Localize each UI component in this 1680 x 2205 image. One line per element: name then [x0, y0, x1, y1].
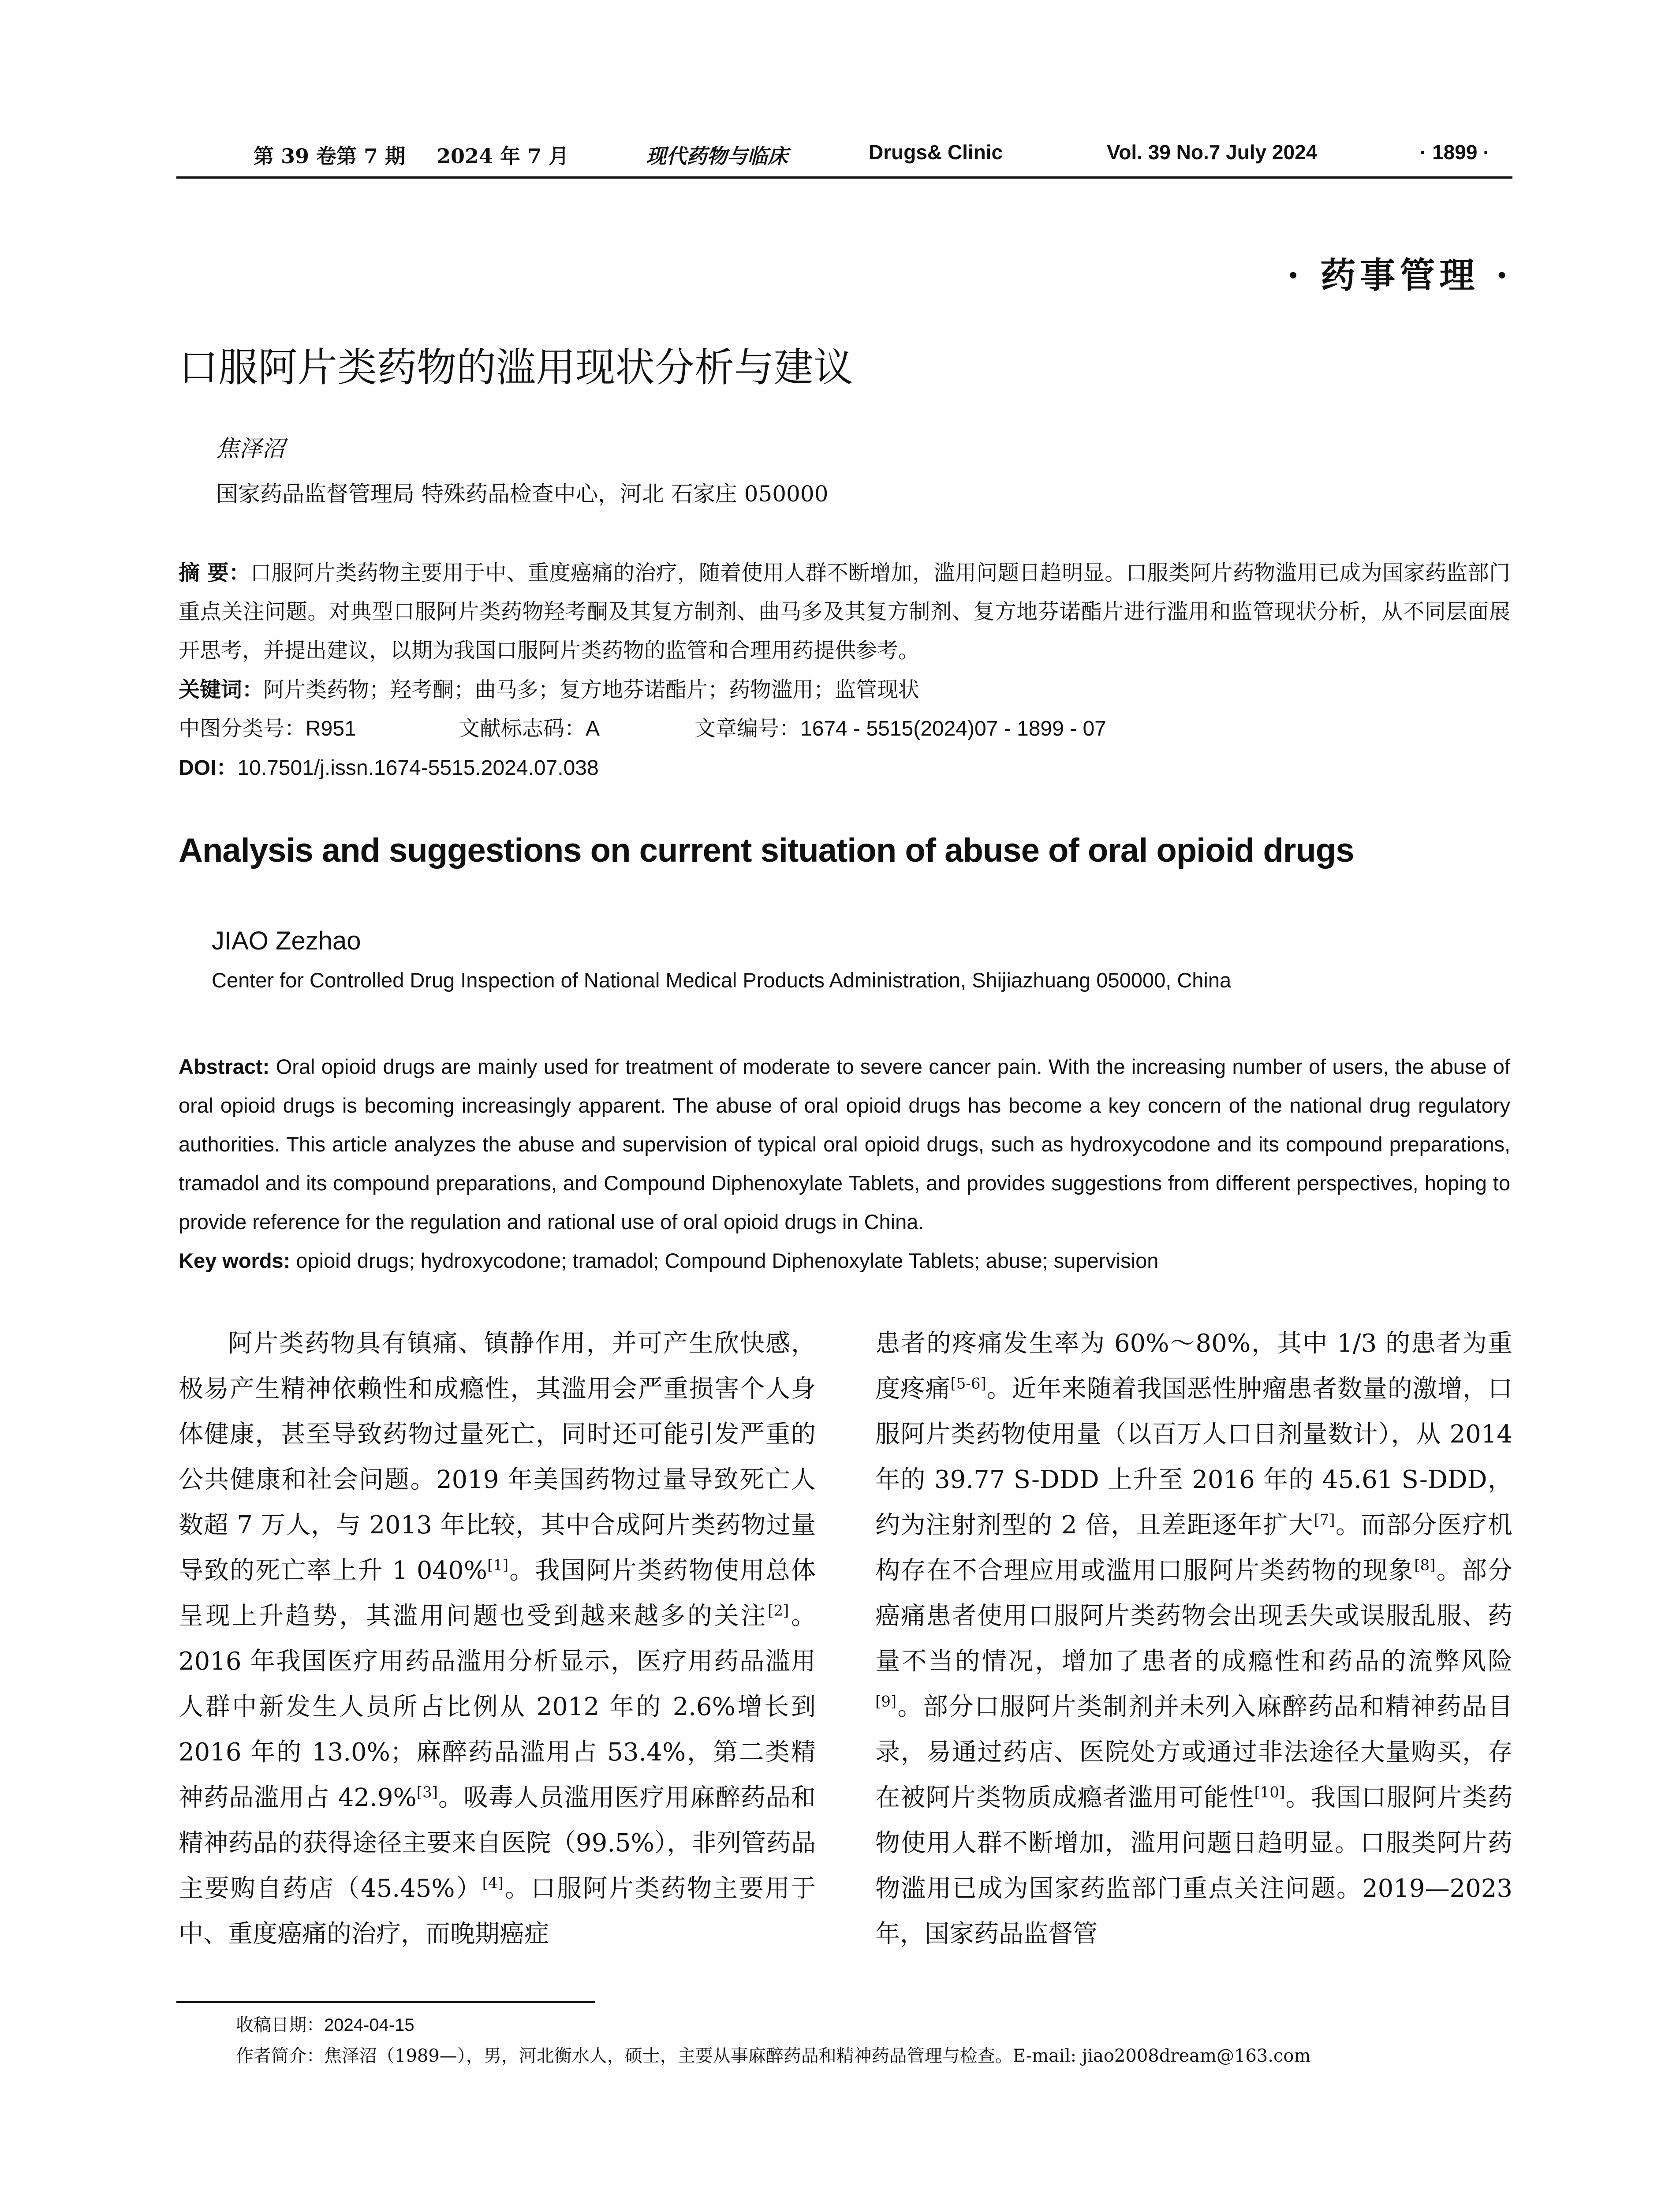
keywords-en-label: Key words: [179, 1249, 291, 1272]
article-number-value: 1674 - 5515(2024)07 - 1899 - 07 [800, 717, 1106, 740]
header-journal-en: Drugs& Clinic [869, 141, 1003, 164]
received-date: 2024-04-15 [324, 2015, 414, 2035]
author-info-text: 焦泽沼（1989—），男，河北衡水人，硕士，主要从事麻醉药品和精神药品管理与检查。E-mail: jiao2008dream@163.com [324, 2046, 1311, 2066]
body-text: 。而部分医疗机构存在不合理应用或滥用口服阿片类药物的现象 [875, 1511, 1513, 1585]
body-text: 。2016 年我国医疗用药品滥用分析显示，医疗用药品滥用人群中新发生人员所占比例从 2012 年的 2.6%增长到 2016 年的 13.0%；麻醉药品滥用占 53.4%，第二类精神药品滥用占 42.9% [179, 1602, 816, 1812]
abstract-en [179, 1047, 1510, 1241]
citation-ref: [8] [1414, 1556, 1436, 1574]
doc-code-label: 文献标志码： [459, 716, 586, 741]
doi-label: DOI： [179, 756, 238, 780]
classification-line [179, 709, 1510, 748]
title-en: Analysis and suggestions on current situation of abuse of oral opioid drugs [179, 832, 1354, 869]
abstract-zh [179, 553, 1510, 670]
header-page-number: · 1899 · [1420, 141, 1490, 164]
author-en: JIAO Zezhao [212, 927, 361, 955]
citation-ref: [10] [1254, 1783, 1285, 1801]
body-text: 。吸毒人员滥用医疗用麻醉药品和精神药品的获得途径主要来自医院（99.5%），非列管药品主要购自药店（45.45%） [179, 1783, 816, 1903]
header-volume-en: Vol. 39 No.7 July 2024 [1107, 141, 1318, 164]
keywords-zh-text: 阿片类药物；羟考酮；曲马多；复方地芬诺酯片；药物滥用；监管现状 [263, 677, 920, 702]
body-text: 。我国阿片类药物使用总体呈现上升趋势，其滥用问题也受到越来越多的关注 [179, 1556, 816, 1630]
header-journal-zh: 现代药物与临床 [646, 144, 788, 168]
citation-ref: [3] [416, 1783, 438, 1801]
header-rule [176, 176, 1512, 179]
citation-ref: [7] [1314, 1511, 1335, 1529]
affiliation-zh: 国家药品监督管理局 特殊药品检查中心，河北 石家庄 050000 [216, 481, 829, 507]
doc-code-value: A [586, 717, 600, 740]
citation-ref: [9] [875, 1693, 897, 1711]
body-text: 。部分口服阿片类制剂并未列入麻醉药品和精神药品目录，易通过药店、医院处方或通过非法途径大量购买，存在被阿片类物质成瘾者滥用可能性 [875, 1693, 1512, 1812]
citation-ref: [4] [482, 1874, 504, 1892]
citation-ref: [1] [487, 1556, 509, 1574]
body-text: 。我国口服阿片类药物使用人群不断增加，滥用问题日趋明显。口服类阿片药物滥用已成为国家药监部门重点关注问题。2019—2023 年，国家药品监督管 [875, 1783, 1513, 1948]
keywords-zh [179, 670, 1510, 709]
doi-line [179, 748, 1510, 788]
footnote-rule [176, 2001, 595, 2003]
header-date-zh: 2024 年 7 月 [437, 144, 569, 168]
body-text: 阿片类药物具有镇痛、镇静作用，并可产生欣快感，极易产生精神依赖性和成瘾性，其滥用会严重损害个人身体健康，甚至导致药物过量死亡，同时还可能引发严重的公共健康和社会问题。2019 年美国药物过量导致死亡人数超 7 万人，与 2013 年比较，其中合成阿片类药物过量导致的死亡率上升 1 040% [179, 1329, 816, 1585]
section-tag: · 药事管理 · [1287, 254, 1512, 296]
abstract-zh-text: 口服阿片类药物主要用于中、重度癌痛的治疗，随着使用人群不断增加，滥用问题日趋明显。口服类阿片药物滥用已成为国家药监部门重点关注问题。对典型口服阿片类药物羟考酮及其复方制剂、曲马多及其复方制剂、复方地芬诺酯片进行滥用和监管现状分析，从不同层面展开思考，并提出建议，以期为我国口服阿片类药物的监管和合理用药提供参考。 [179, 561, 1510, 663]
clc-label: 中图分类号： [179, 716, 306, 741]
keywords-zh-label: 关键词： [179, 677, 264, 702]
keywords-en-text: opioid drugs; hydroxycodone; tramadol; Compound Diphenoxylate Tablets; abuse; supervision [290, 1249, 1159, 1272]
body-text: 。口服阿片类药物主要用于中、重度癌痛的治疗，而晚期癌症 [179, 1874, 816, 1948]
keywords-en [179, 1241, 1510, 1280]
footnote-author-info [236, 2043, 1310, 2069]
body-left-column [179, 1321, 816, 1957]
abstract-en-label: Abstract: [179, 1055, 270, 1078]
body-text: 。近年来随着我国恶性肿瘤患者数量的激增，口服阿片类药物使用量（以百万人口日剂量数计），从 2014 年的 39.77 S-DDD 上升至 2016 年的 45.61 S-DDD，约为注射剂型的 2 倍，且差距逐年扩大 [875, 1375, 1513, 1540]
doi-value: 10.7501/j.issn.1674-5515.2024.07.038 [237, 756, 599, 780]
article-number-label: 文章编号： [694, 716, 801, 741]
body-right-column [875, 1321, 1512, 1957]
abstract-en-text: Oral opioid drugs are mainly used for treatment of moderate to severe cancer pain. With the increasing number of users, the abuse of oral opioid drugs is becoming increasingly apparent. The abuse of oral opioid drugs has become a key concern of the national drug regulatory authorities. This article analyzes the abuse and supervision of typical oral opioid drugs, such as hydroxycodone and its compound preparations, tramadol and its compound preparations, and Compound Diphenoxylate Tablets, and provides suggestions from different perspectives, hoping to provide reference for the regulation and rational use of oral opioid drugs in China. [179, 1055, 1510, 1233]
citation-ref: [2] [768, 1602, 789, 1620]
citation-ref: [5-6] [950, 1375, 986, 1393]
body-left-paragraph [179, 1321, 816, 1957]
received-label: 收稿日期： [236, 2015, 324, 2035]
article-number [694, 709, 1106, 748]
header-volume-zh: 第 39 卷第 7 期 [254, 144, 406, 168]
body-right-paragraph [875, 1321, 1512, 1957]
footnote-received [236, 2012, 414, 2038]
doc-code [459, 709, 600, 748]
clc-value: R951 [306, 717, 356, 740]
body-text: 患者的疼痛发生率为 60%～80%，其中 1/3 的患者为重度疼痛 [875, 1329, 1512, 1403]
title-zh: 口服阿片类药物的滥用现状分析与建议 [179, 346, 853, 390]
body-text: 。部分癌痛患者使用口服阿片类药物会出现丢失或误服乱服、药量不当的情况，增加了患者的成瘾性和药品的流弊风险 [875, 1556, 1513, 1676]
author-zh: 焦泽沼 [216, 436, 285, 462]
affiliation-en: Center for Controlled Drug Inspection of National Medical Products Administration, Shijiazhuang 050000, China [212, 968, 1232, 992]
author-info-label: 作者简介： [236, 2046, 324, 2066]
abstract-zh-label: 摘 要： [179, 561, 250, 585]
